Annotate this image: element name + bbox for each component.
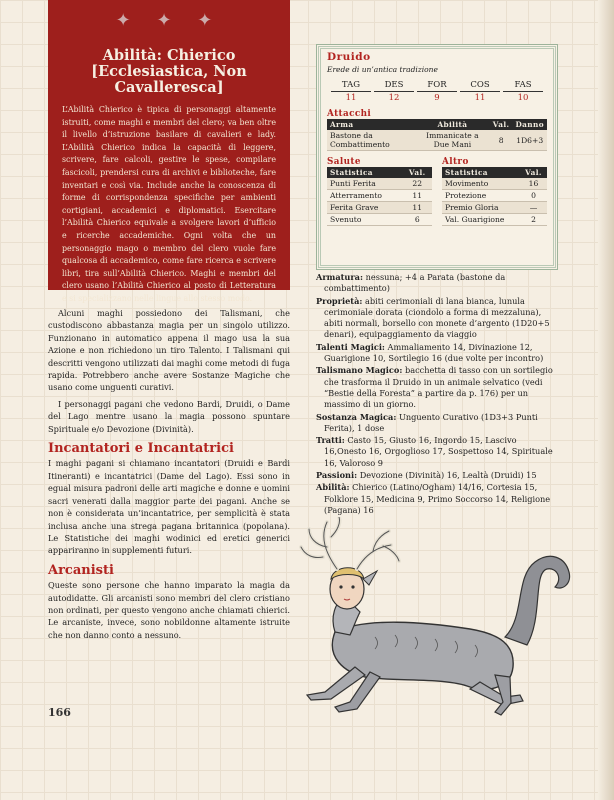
detail-armatura [316, 272, 561, 295]
left-column [48, 307, 290, 645]
table-cell: 6 [403, 214, 433, 226]
tail [505, 556, 570, 645]
table-row [327, 178, 432, 190]
statblock-subtitle: Erede di un’antica tradizione [327, 65, 438, 74]
detail-proprieta [316, 296, 561, 341]
attribute-for [417, 80, 457, 103]
attribute-value: 11 [474, 93, 486, 103]
attribute-value: 9 [434, 93, 440, 103]
table-row [442, 202, 547, 214]
sidebar-text: L’Abilità Chierico è tipica di personaggi altamente istruiti, come maghi e membri del clero; va ben oltre il livello d’istruzione basilare di cavalieri e lady. L’Abilità Chierico indica la capacità di leggere, scrivere, fare calcoli, gestire le spese, compilare fascicoli, prendersi cura di archivi e biblioteche, fare inventari e così via. Include anche la conoscenza di forme di corrispondenza specifiche per ambienti cortigiani, accademici e diplomatici. Esercitare l’Abilità Chierico equivale a svolgere lavori d’ufficio e ricerche accademiche. Ogni volta che un personaggio mago o membro del clero vuole fare qualcosa di accademico, come fare ricerca e scrivere libri, tira sull’Abilità Chierico. Maghi e membri del clero usano l’Abilità Chierico al posto di Letteratura e si specializzano nelle lingue allo stesso modo. [62, 105, 276, 303]
detail-abilita [316, 482, 561, 516]
table-row [327, 202, 432, 214]
detail-text: Chierico (Latino/Ogham) 14/16, Cortesia 15, Folklore 15, Medicina 9, Primo Soccorso 14, Religione (Pagana) 16 [324, 482, 551, 515]
table-cell: 11 [403, 190, 433, 202]
attribute-value: 11 [345, 93, 357, 103]
table-cell: 22 [403, 178, 433, 190]
detail-label: Abilità: [316, 482, 350, 493]
attribute-tag [331, 80, 371, 103]
detail-tratti [316, 435, 561, 469]
table-cell: 0 [520, 190, 547, 202]
altro-heading: Altro [442, 157, 469, 167]
table-cell: 1D6+3 [512, 130, 547, 151]
stats-columns [327, 151, 547, 226]
column-header: Val. [403, 167, 433, 178]
detail-label: Tratti: [316, 435, 345, 446]
detail-label: Proprietà: [316, 295, 363, 306]
paragraph: I personaggi pagani che vedono Bardi, Druidi, o Dame del Lago mentre usano la magia possono spuntare Spirituale e/o Devozione (Divinità). [48, 398, 290, 434]
column-header: Abilità [415, 119, 490, 130]
table-cell: Protezione [442, 190, 520, 202]
attribute-fas [503, 80, 543, 103]
table-cell: Movimento [442, 178, 520, 190]
attribute-des [374, 80, 414, 103]
table-cell: 11 [403, 202, 433, 214]
table-cell: Ferita Grave [327, 202, 403, 214]
paragraph: Queste sono persone che hanno imparato la magia da autodidatte. Gli arcanisti sono membri del clero cristiano non ordinati, per questo vengono anche chiamati chierici. Le arcaniste, invece, sono nobildonne altamente istruite che non danno conto a nessuno. [48, 580, 290, 640]
attribute-label: DES [374, 80, 414, 92]
table-cell: Bastone da Combattimento [327, 130, 415, 151]
druid-details [316, 272, 561, 517]
attribute-label: FAS [503, 80, 543, 92]
detail-text: Casto 15, Giusto 16, Ingordo 15, Lascivo 16,Onesto 16, Orgoglioso 17, Sospettoso 14, Spirituale 16, Valoroso 9 [324, 435, 553, 468]
paragraph: Alcuni maghi possiedono dei Talismani, che custodiscono abbastanza magia per un singolo utilizzo. Funzionano in automatico appena il mago usa la sua Azione e non richiedono un tiro Talento. I Talismani qui descritti vengono utilizzati dai maghi come metodi di fuga rapida. Potrebbero anche avere Sostanze Magiche che usano come unguenti curativi. [48, 308, 290, 393]
table-cell: Immanicate a Due Mani [415, 130, 490, 151]
detail-text: Devozione (Divinità) 16, Lealtà (Druidi) 15 [357, 470, 537, 481]
attribute-label: TAG [331, 80, 371, 92]
salute-column [327, 151, 432, 226]
table-cell: Val. Guarigione [442, 214, 520, 226]
table-row [327, 130, 547, 151]
detail-label: Armatura: [316, 272, 364, 282]
detail-label: Talenti Magici: [316, 341, 385, 352]
detail-text: Unguento Curativo (1D3+3 Punti Ferita), 1 dose [324, 411, 538, 433]
detail-label: Sostanza Magica: [316, 411, 397, 422]
sidebar-box [48, 0, 290, 303]
ear [363, 571, 377, 585]
table-cell: Premio Gloria [442, 202, 520, 214]
salute-heading: Salute [327, 157, 361, 167]
attribute-value: 12 [388, 93, 400, 103]
detail-label: Passioni: [316, 470, 358, 481]
detail-sostanza [316, 412, 561, 435]
altro-table [442, 167, 547, 226]
attribute-label: COS [460, 80, 500, 92]
column-header: Arma [327, 119, 415, 130]
attacks-table [327, 119, 547, 151]
table-row [327, 214, 432, 226]
attribute-label: FOR [417, 80, 457, 92]
attacks-heading: Attacchi [327, 109, 372, 119]
attribute-cos [460, 80, 500, 103]
detail-passioni [316, 470, 561, 481]
table-row [442, 214, 547, 226]
column-header: Statistica [442, 167, 520, 178]
attribute-row [331, 80, 543, 103]
column-header: Val. [520, 167, 547, 178]
table-row [442, 190, 547, 202]
table-cell: Atterramento [327, 190, 403, 202]
sidebar-title: Abilità: Chierico [Ecclesiastica, Non Cavalleresca] [91, 47, 247, 96]
table-row [327, 190, 432, 202]
section-heading: Arcanisti [48, 562, 114, 578]
detail-talismano [316, 365, 561, 410]
detail-label: Talismano Magico: [316, 365, 403, 376]
druid-stat-block [316, 44, 558, 270]
page-number: 166 [48, 706, 71, 719]
table-cell: — [520, 202, 547, 214]
salute-table [327, 167, 432, 226]
eye [351, 585, 354, 588]
statblock-title: Druido [327, 51, 371, 63]
detail-text: Ammaliamento 14, Divinazione 12, Guarigione 10, Sortilegio 16 (due volte per incontro) [324, 341, 544, 364]
column-header: Statistica [327, 167, 403, 178]
detail-talenti [316, 342, 561, 365]
ornament-icon: ✦ ✦ ✦ [115, 10, 223, 31]
attribute-value: 10 [517, 93, 529, 103]
column-header: Val. [490, 119, 513, 130]
altro-column [442, 151, 547, 226]
table-cell: Svenuto [327, 214, 403, 226]
table-cell: 8 [490, 130, 513, 151]
table-cell: 16 [520, 178, 547, 190]
eye [339, 585, 342, 588]
paragraph: I maghi pagani si chiamano incantatori (Druidi e Bardi Itineranti) e incantatrici (Dame del Lago). Essi sono in egual misura padroni delle arti magiche e donne e uomini sacri venerati dalla maggior parte dei pagani. Anche se non è considerata un’incantatrice, per semplicità è stata inclusa anche una strega pagana britannica (popolana). Le Statistiche dei maghi wodinici ed eretici generici appariranno in supplementi futuri. [48, 458, 290, 556]
section-heading: Incantatori e Incantatrici [48, 441, 234, 457]
detail-text: bacchetta di tasso con un sortilegio che trasforma il Druido in un animale selvatico (vedi “Bestie della Foresta” a partire da p. 176) per un massimo di un giorno. [324, 365, 553, 410]
antler-right [357, 531, 399, 569]
detail-text: abiti cerimoniali di lana bianca, lunula cerimoniale dorata (ciondolo a forma di mezzaluna), abiti normali, borsello con monete d’argento (1D20+5 denari), equipaggiamento da viaggio [324, 295, 550, 340]
antlered-beast-illustration [265, 517, 587, 717]
detail-text: nessuna; +4 a Parata (bastone da combattimento) [324, 272, 506, 294]
table-cell: Punti Ferita [327, 178, 403, 190]
column-header: Danno [512, 119, 547, 130]
page-edge [598, 0, 614, 800]
antler-left [301, 517, 340, 569]
table-cell: 2 [520, 214, 547, 226]
table-row [442, 178, 547, 190]
